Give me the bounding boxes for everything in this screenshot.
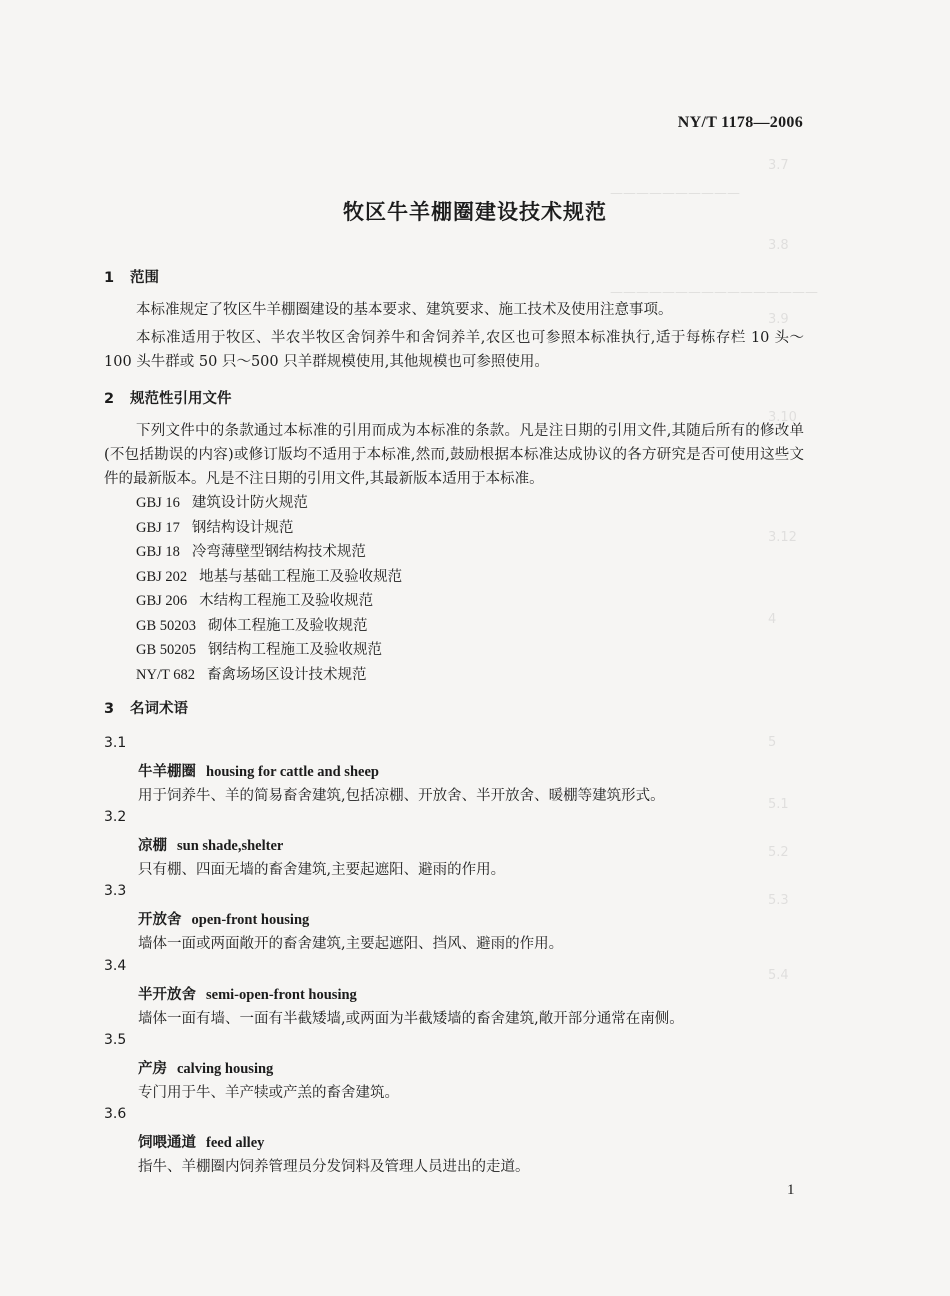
section-heading-terms — [104, 697, 188, 718]
reference-code: GB 50205 — [136, 642, 197, 658]
reference-item — [136, 516, 402, 541]
section-title: 规范性引用文件 — [130, 391, 232, 407]
term-name — [138, 1057, 273, 1078]
term-definition: 只有棚、四面无墙的畜舍建筑,主要起遮阳、避雨的作用。 — [138, 862, 506, 878]
reference-title: 钢结构设计规范 — [191, 519, 294, 536]
reference-code: NY/T 682 — [136, 666, 195, 683]
references-intro-paragraph: 下列文件中的条款通过本标准的引用而成为本标准的条款。凡是注日期的引用文件,其随后所有的修改单(不包括勘误的内容)或修订版均不适用于本标准,然而,鼓励根据本标准达成协议的各方研究是否可使用这些文件的最新版本。凡是不注日期的引用文件,其最新版本适用于本标准。 — [104, 423, 804, 487]
term-zh: 饲喂通道 — [138, 1134, 196, 1151]
reference-title: 建筑设计防火规范 — [191, 495, 308, 511]
reference-item — [136, 638, 402, 663]
term-zh: 凉棚 — [138, 837, 167, 854]
section-title: 名词术语 — [130, 701, 188, 717]
reference-title: 冷弯薄壁型钢结构技术规范 — [191, 544, 366, 560]
term-definition: 指牛、羊棚圈内饲养管理员分发饲料及管理人员进出的走道。 — [138, 1159, 530, 1175]
reference-item — [136, 663, 402, 688]
reference-code: GBJ 17 — [136, 519, 180, 536]
term-zh: 产房 — [138, 1060, 167, 1077]
scope-paragraph-2: 本标准适用于牧区、半农半牧区舍饲养牛和舍饲养羊,农区也可参照本标准执行,适于每栋存栏 10 头～100 头牛群或 50 只～500 只羊群规模使用,其他规模也可参照使用。 — [104, 330, 804, 370]
reference-code: GBJ 206 — [136, 593, 188, 609]
term-name — [138, 760, 379, 781]
term-en: calving housing — [177, 1061, 274, 1077]
reference-item — [136, 589, 402, 614]
term-en: housing for cattle and sheep — [206, 764, 379, 780]
term-zh: 牛羊棚圈 — [138, 763, 196, 780]
bleed-through-text: 4 — [768, 612, 777, 627]
reference-item — [136, 540, 402, 565]
page-number: 1 — [787, 1182, 795, 1198]
bleed-through-text: 5 — [768, 735, 777, 750]
reference-code: GBJ 202 — [136, 568, 188, 585]
bleed-through-text: 3.8 — [768, 238, 789, 253]
bleed-through-text: 3.9 — [768, 312, 789, 327]
term-name — [138, 834, 283, 855]
reference-item — [136, 491, 402, 516]
reference-title: 地基与基础工程施工及验收规范 — [199, 568, 403, 585]
reference-list — [136, 491, 402, 687]
term-number: 3.4 — [104, 958, 127, 974]
reference-title: 木结构工程施工及验收规范 — [199, 593, 374, 609]
bleed-through-text: ———————————————— — [610, 285, 818, 300]
reference-title: 钢结构工程施工及验收规范 — [208, 642, 383, 658]
bleed-through-text: 5.2 — [768, 845, 789, 860]
section-number: 1 — [104, 270, 115, 286]
term-number: 3.1 — [104, 735, 127, 751]
term-number: 3.2 — [104, 809, 127, 825]
term-number: 3.3 — [104, 883, 127, 899]
term-definition: 墙体一面有墙、一面有半截矮墙,或两面为半截矮墙的畜舍建筑,敞开部分通常在南侧。 — [138, 1011, 684, 1027]
term-number: 3.6 — [104, 1106, 127, 1122]
term-definition: 用于饲养牛、羊的简易畜舍建筑,包括凉棚、开放舍、半开放舍、暖棚等建筑形式。 — [138, 788, 665, 804]
document-title: 牧区牛羊棚圈建设技术规范 — [343, 200, 607, 224]
term-definition: 墙体一面或两面敞开的畜舍建筑,主要起遮阳、挡风、避雨的作用。 — [138, 936, 564, 952]
reference-code: GBJ 18 — [136, 544, 180, 560]
bleed-through-text: 5.1 — [768, 797, 789, 812]
section-number: 2 — [104, 391, 115, 407]
term-en: open-front housing — [191, 912, 310, 928]
bleed-through-text: —————————— — [610, 186, 740, 201]
term-number: 3.5 — [104, 1032, 127, 1048]
reference-code: GB 50203 — [136, 617, 197, 634]
reference-title: 畜禽场场区设计技术规范 — [206, 666, 367, 683]
reference-item — [136, 614, 402, 639]
term-name — [138, 983, 357, 1004]
term-zh: 半开放舍 — [138, 986, 196, 1003]
term-en: semi-open-front housing — [206, 987, 357, 1003]
bleed-through-text: 3.7 — [768, 158, 789, 173]
section-heading-normative-references — [104, 387, 232, 408]
bleed-through-text: 5.4 — [768, 968, 789, 983]
term-zh: 开放舍 — [138, 911, 182, 928]
reference-code: GBJ 16 — [136, 495, 180, 511]
term-definition: 专门用于牛、羊产犊或产羔的畜舍建筑。 — [138, 1085, 399, 1101]
reference-item — [136, 565, 402, 590]
term-en: sun shade,shelter — [177, 838, 284, 854]
bleed-through-text: 5.3 — [768, 893, 789, 908]
scope-paragraph-1: 本标准规定了牧区牛羊棚圈建设的基本要求、建筑要求、施工技术及使用注意事项。 — [136, 302, 673, 318]
term-name — [138, 908, 309, 929]
bleed-through-text: 3.10 — [768, 410, 797, 425]
reference-title: 砌体工程施工及验收规范 — [208, 617, 368, 634]
term-en: feed alley — [206, 1135, 265, 1151]
section-title: 范围 — [130, 270, 159, 286]
standard-number: NY/T 1178—2006 — [677, 114, 803, 131]
term-name — [138, 1131, 264, 1152]
section-number: 3 — [104, 701, 115, 717]
section-heading-scope — [104, 266, 159, 287]
bleed-through-text: 3.12 — [768, 530, 797, 545]
